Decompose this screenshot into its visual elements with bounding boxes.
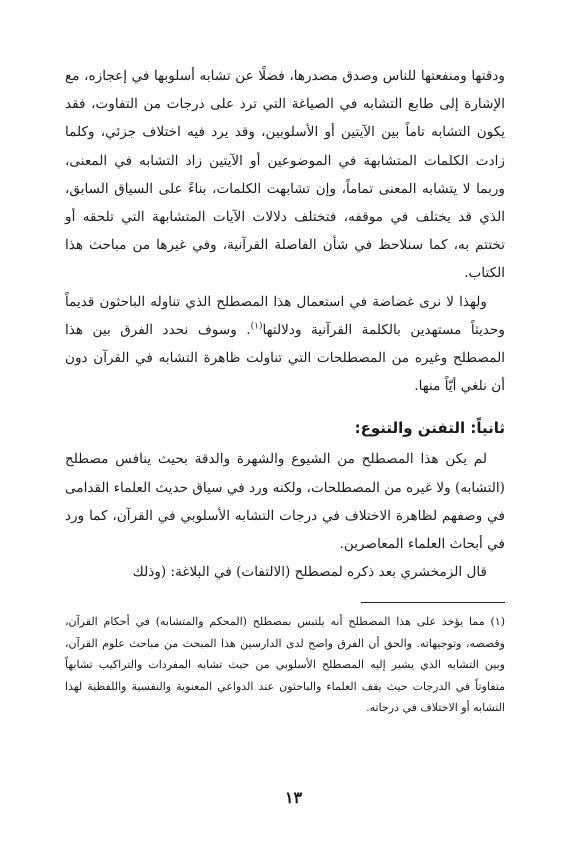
footnote-reference[interactable]: (١) bbox=[250, 321, 263, 332]
paragraph-4: قال الزمخشري بعد ذكره لمصطلح (الالتفات) في البلاغة: (وذلك bbox=[132, 564, 487, 581]
footnote-divider bbox=[361, 602, 505, 603]
footnote-marker: (١) bbox=[490, 615, 505, 628]
section-heading: ثانياً: التفنن والتنوع: bbox=[354, 419, 505, 438]
paragraph-3: لم يكن هذا المصطلح من الشيوع والشهرة والدقة بحيث ينافس مصطلح (التشابه) ولا غيره من المصطلحات، ولكنه ورد في سياق حديث العلماء القدامى في وصفهم لظاهرة الاختلاف في درجات التشابه الأسلوبي في القرآن، كما ورد في أبحاث العلماء المعاصرين. bbox=[65, 451, 505, 553]
paragraph-2 bbox=[65, 288, 505, 401]
page-number: ١٣ bbox=[284, 788, 303, 807]
footnote bbox=[65, 611, 505, 719]
footnote-text: مما يؤخذ على هذا المصطلح أنه يلتبس بمصطلح (المحكم والمتشابه) في أحكام القرآن، وقصصه، وتوجيهاته. والحق أن الفرق واضح لدى الدارسين هذا المبحث من مباحث علوم القرآن، وبين التشابه الذي يشير إليه المصطلح الأسلوبي من حيث تشابه المفردات والتراكيب تشابهاً متفاوتاً في الدرجات حيث يقف العلماء والباحثون عند الدواعي المعنوية والنفسية واللفظية لهذا التشابه أو الاختلاف في درجاته. bbox=[65, 615, 505, 715]
paragraph-2-text-b: . وسوف نحدد الفرق بين هذا المصطلح وغيره من المصطلحات التي تناولت ظاهرة التشابه في القرآن دون أن نلغي أيّاً منها. bbox=[65, 321, 505, 395]
paragraph-2-text-a: ولهذا لا نرى غضاضة في استعمال هذا المصطلح الذي تناوله الباحثون قديماً وحديثاً مستهدين بالكلمة القرآنية ودلالتها bbox=[65, 293, 505, 338]
paragraph-1: ودقتها ومنفعتها للناس وصدق مصدرها، فضلًا عن تشابه أسلوبها في إعجازه، مع الإشارة إلى طابع التشابه في الصياغة التي ترد على درجات من التفاوت، فقد يكون التشابه تاماً بين الآيتين أو الأسلوبين، وقد يرد فيه اختلاف جزئي، وكلما زادت الكلمات المتشابهة في الموضوعين أو الآيتين زاد التشابه في المعنى، وربما لا يتشابه المعنى تماماً، وإن تشابهت الكلمات، بناءً على السياق السابق، الذي قد يختلف في موقفه، فتختلف دلالات الآيات المتشابهة التي تلحقه أو تختتم به، كما سنلاحظ في شأن الفاصلة القرآنية، وفي غيرها من مباحث هذا الكتاب. bbox=[65, 68, 505, 282]
main-text-block bbox=[65, 62, 505, 586]
